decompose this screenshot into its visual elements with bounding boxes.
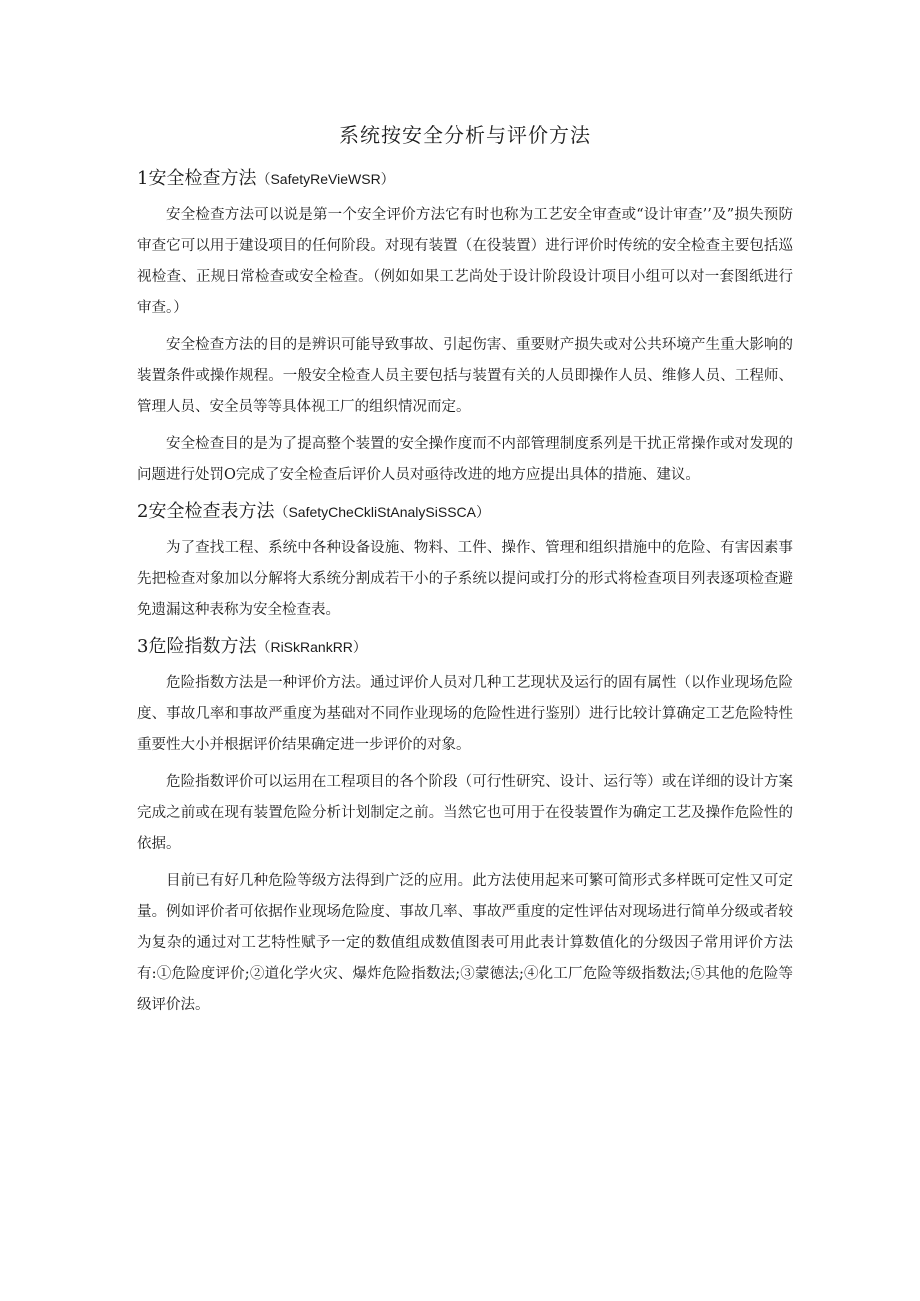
paragraph: 安全检查方法的目的是辨识可能导致事故、引起伤害、重要财产损失或对公共环境产生重大影响的装置条件或操作规程。一般安全检查人员主要包括与装置有关的人员即操作人员、维修人员、工程师、管理人员、安全员等等具体视工厂的组织情况而定。 (137, 337, 793, 415)
document-title: 系统按安全分析与评价方法 (339, 123, 591, 147)
paragraph: 目前已有好几种危险等级方法得到广泛的应用。此方法使用起来可繁可简形式多样既可定性又可定量。例如评价者可依据作业现场危险度、事故几率、事故严重度的定性评估对现场进行简单分级或者较为复杂的通过对工艺特性赋予一定的数值组成数值图表可用此表计算数值化的分级因子常用评价方法有:①危险度评价;②道化学火灾、爆炸危险指数法;③蒙德法;④化工厂危险等级指数法;⑤其他的危险等级评价法。 (137, 873, 793, 1013)
section-risk-rank (137, 632, 793, 1021)
section-safety-checklist (137, 497, 793, 626)
heading-title-cn: 危险指数方法 (148, 636, 257, 657)
heading-number: 3 (137, 636, 149, 657)
paragraph: 危险指数评价可以运用在工程项目的各个阶段（可行性研究、设计、运行等）或在详细的设计方案完成之前或在现有装置危险分析计划制定之前。当然它也可用于在役装置作为确定工艺及操作危险性的依据。 (137, 774, 793, 852)
heading-title-en: （SafetyCheCkliStAnalySiSSCA） (274, 504, 490, 520)
paragraph: 安全检查目的是为了提高整个装置的安全操作度而不内部管理制度系列是干扰正常操作或对发现的问题进行处罚O完成了安全检查后评价人员对亟待改进的地方应提出具体的措施、建议。 (137, 436, 793, 483)
paragraph: 安全检查方法可以说是第一个安全评价方法它有时也称为工艺安全审查或“设计审查’’及”损失预防审查它可以用于建设项目的任何阶段。对现有装置（在役装置）进行评价时传统的安全检查主要包括巡视检查、正规日常检查或安全检查。（例如如果工艺尚处于设计阶段设计项目小组可以对一套图纸进行审查。） (137, 207, 793, 316)
heading-title-cn: 安全检查表方法 (148, 501, 275, 522)
document-page (137, 118, 793, 1027)
heading-number: 2 (137, 501, 149, 522)
section-heading (137, 632, 793, 662)
heading-title-en: （RiSkRankRR） (256, 639, 367, 655)
heading-title-en: （SafetyReVieWSR） (256, 171, 395, 187)
section-heading (137, 497, 793, 527)
paragraph: 危险指数方法是一种评价方法。通过评价人员对几种工艺现状及运行的固有属性（以作业现场危险度、事故几率和事故严重度为基础对不同作业现场的危险性进行鉴别）进行比较计算确定工艺危险特性重要性大小并根据评价结果确定进一步评价的对象。 (137, 675, 793, 753)
heading-number: 1 (137, 168, 149, 189)
section-heading (137, 164, 793, 194)
paragraph: 为了查找工程、系统中各种设备设施、物料、工件、操作、管理和组织措施中的危险、有害因素事先把检查对象加以分解将大系统分割成若干小的子系统以提问或打分的形式将检查项目列表逐项检查避免遗漏这种表称为安全检查表。 (137, 540, 793, 618)
section-safety-review (137, 164, 793, 491)
heading-title-cn: 安全检查方法 (148, 168, 257, 189)
